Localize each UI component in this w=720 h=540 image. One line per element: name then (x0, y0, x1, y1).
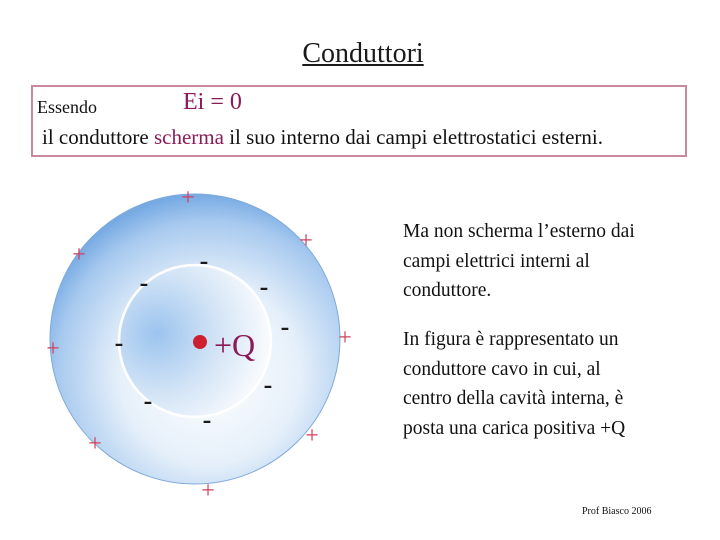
paragraph-figure-description (403, 325, 703, 443)
paragraph-line: conduttore cavo in cui, al (403, 358, 601, 380)
equation-ei: Ei = 0 (183, 89, 242, 115)
minus-sign: - (143, 386, 153, 415)
minus-sign: - (114, 328, 124, 357)
minus-sign: - (199, 246, 209, 275)
conductor-figure (0, 180, 400, 510)
minus-sign: - (139, 268, 149, 297)
slide-title: Conduttori (302, 38, 424, 69)
minus-sign: - (259, 272, 269, 301)
minus-sign: - (202, 405, 212, 434)
plus-sign: + (72, 242, 86, 268)
paragraph-line: conduttore. (403, 280, 492, 301)
positive-charge-dot (193, 335, 207, 349)
charge-label: +Q (214, 327, 256, 363)
minus-sign: - (280, 312, 290, 341)
statement-box (31, 85, 687, 157)
plus-sign: + (46, 336, 60, 362)
minus-sign: - (263, 370, 273, 399)
statement-line (42, 125, 603, 150)
essendo-label: Essendo (37, 97, 97, 117)
statement-start: il conduttore (42, 125, 154, 149)
paragraph-line: posta una carica positiva +Q (403, 417, 626, 439)
paragraph-line: Ma non scherma l’esterno dai (403, 221, 635, 242)
statement-end: il suo interno dai campi elettrostatici esterni. (223, 125, 604, 149)
statement-highlight: scherma (153, 125, 224, 149)
plus-sign: + (299, 228, 313, 254)
plus-sign: + (201, 478, 215, 504)
paragraph-external-field (403, 217, 703, 306)
paragraph-line: centro della cavità interna, è (403, 388, 624, 409)
credit-text: Prof Biasco 2006 (582, 506, 652, 517)
plus-sign: + (88, 431, 102, 457)
paragraph-line: In figura è rappresentato un (403, 329, 619, 350)
plus-sign: + (181, 185, 195, 211)
paragraph-line: campi elettrici interni al (403, 250, 590, 272)
plus-sign: + (305, 423, 319, 449)
plus-sign: + (338, 325, 352, 351)
